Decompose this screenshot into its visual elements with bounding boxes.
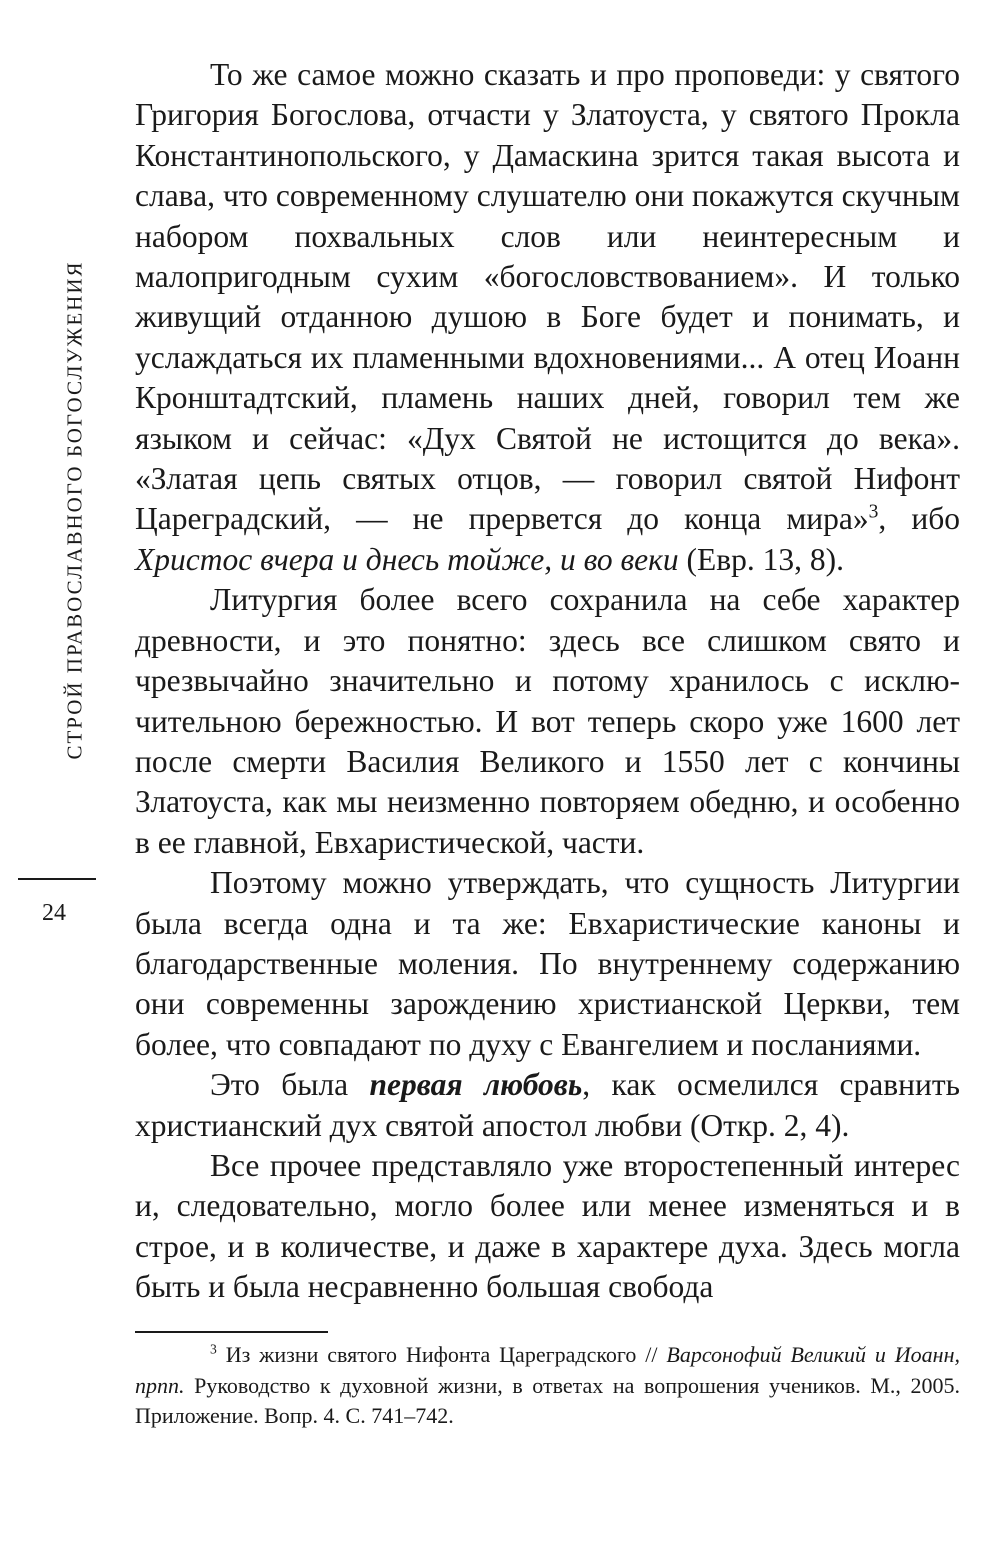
page-number: 24	[42, 900, 66, 926]
main-text	[135, 55, 960, 1308]
footnote-marker: 3	[210, 1341, 217, 1357]
side-divider	[18, 878, 96, 880]
paragraph	[135, 55, 960, 580]
text-segment: Все прочее представляло уже второстепенный интерес и, следовательно, могло более или менее изменяться и в строе, и в количестве, и даже в характере духа. Здесь могла быть и была несравненно большая свобода	[135, 1147, 960, 1305]
text-segment: , как осмелился сравнить христианский дух святой апостол любви (Откр. 2, 4).	[135, 1067, 960, 1143]
footnote-text	[135, 1340, 960, 1432]
text-segment: , ибо	[878, 501, 960, 537]
paragraph	[135, 580, 960, 863]
paragraph	[135, 1065, 960, 1146]
text-segment: Это была	[210, 1067, 370, 1103]
emphasis-text: первая любовь	[369, 1067, 583, 1103]
footnote-divider	[135, 1331, 328, 1333]
footnote	[135, 1340, 960, 1432]
paragraph	[135, 863, 960, 1065]
paragraph	[135, 1146, 960, 1308]
text-segment: Руководство к духовной жизни, в ответах на вопрошения учеников. М., 2005. Приложение. Вопр. 4. С. 741–742.	[135, 1372, 960, 1428]
text-segment: Литургия более всего сохранила на себе характер древности, и это понятно: здесь все слишком свято и чрезвычайно значительно и потому хранилось с исключительною бережностью. И вот теперь скоро уже 1600 лет после смерти Василия Великого и 1550 лет с кончины Златоуста, как мы неизменно повторяем обедню, и особенно в ее главной, Евхаристической, части.	[135, 582, 960, 860]
footnote-marker: 3	[868, 501, 879, 523]
italic-text: Варсонофий Великий и Иоанн, прпп.	[135, 1342, 961, 1398]
text-segment: Поэтому можно утверждать, что сущность Литургии была всегда одна и та же: Евхаристические каноны и благодарственные моления. По внутреннему содержанию они современны зарождению христианской Церкви, тем более, что совпадают по духу с Евангелием и посланиями.	[135, 865, 960, 1062]
text-segment: Из жизни святого Нифонта Цареградского //	[216, 1342, 667, 1367]
text-segment: То же самое можно сказать и про проповеди: у святого Григория Богослова, отчасти у Златоуста, у святого Прокла Константинопольского, у Дамаскина зрится такая высота и слава, что современному слушателю они покажутся скучным набором похвальных слов или неинтересным и малопригодным сухим «богословствованием». И только живущий отданною душою в Боге будет и понимать, и услаждаться их пламенными вдохновениями... А отец Иоанн Кронштадтский, пламень наших дней, говорил тем же языком и сейчас: «Дух Святой не истощится до века». «Златая цепь святых отцов, — говорил святой Нифонт Цареградский, — не прервется до конца мира»	[135, 57, 960, 537]
running-title: СТРОЙ ПРАВОСЛАВНОГО БОГОСЛУЖЕНИЯ	[62, 260, 87, 760]
italic-text: Христос вчера и днесь тойже, и во веки	[135, 541, 679, 577]
text-segment: (Евр. 13, 8).	[678, 541, 844, 577]
